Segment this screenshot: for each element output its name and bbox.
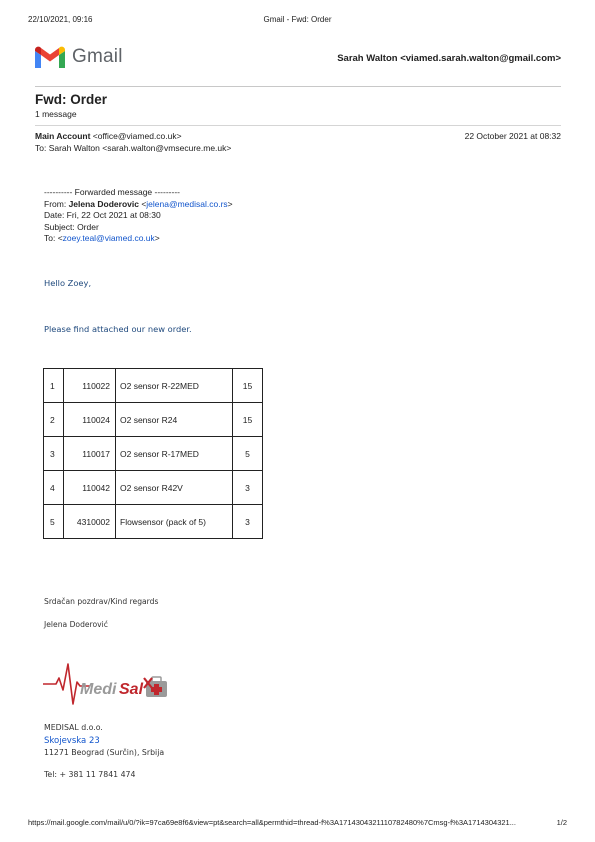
row-number: 3 [44,437,64,471]
item-description: O2 sensor R-22MED [116,369,233,403]
account-header: Sarah Walton <viamed.sarah.walton@gmail.com> [337,53,561,64]
forward-separator: ---------- Forwarded message --------- [44,187,180,197]
body-line: Please find attached our new order. [44,324,192,334]
company-street-link[interactable]: Skojevska 23 [44,735,100,746]
company-name: MEDISAL d.o.o. [44,723,103,732]
item-code: 110022 [64,369,116,403]
print-title: Gmail - Fwd: Order [263,15,332,24]
company-city: 11271 Beograd (Surčin), Srbija [44,748,165,757]
print-footer [28,818,567,830]
table-row [44,369,263,403]
table-row [44,437,263,471]
signature-name: Jelena Doderović [44,620,108,629]
medisal-logo-graphic [42,660,172,710]
print-date: 22/10/2021, 09:16 [28,15,93,24]
forward-date: Date: Fri, 22 Oct 2021 at 08:30 [44,210,161,220]
item-code: 4310002 [64,505,116,539]
forward-sender-name: Jelena Doderovic [68,198,139,209]
item-description: Flowsensor (pack of 5) [116,505,233,539]
forward-subject: Subject: Order [44,221,99,232]
gmail-m-icon [33,45,67,69]
item-quantity: 5 [233,437,263,471]
item-description: O2 sensor R42V [116,471,233,505]
order-table [43,368,263,539]
page-number: 1/2 [556,818,567,827]
svg-text:Medi: Medi [80,681,117,698]
forward-from: From: Jelena Doderovic <jelena@medisal.co.rs> [44,198,233,209]
gmail-wordmark: Gmail [72,46,123,67]
table-row [44,403,263,437]
company-phone: Tel: + 381 11 7841 474 [44,770,136,779]
sender-name: Main Account [35,131,91,141]
item-quantity: 3 [233,471,263,505]
header-divider [35,86,561,87]
table-row [44,505,263,539]
item-code: 110017 [64,437,116,471]
row-number: 4 [44,471,64,505]
item-code: 110042 [64,471,116,505]
medisal-logo [42,660,172,710]
forward-recipient-email-link[interactable]: zoey.teal@viamed.co.uk [62,233,155,243]
item-description: O2 sensor R-17MED [116,437,233,471]
item-quantity: 15 [233,403,263,437]
row-number: 1 [44,369,64,403]
subject-divider [35,125,561,126]
item-code: 110024 [64,403,116,437]
item-quantity: 3 [233,505,263,539]
forward-to: To: <zoey.teal@viamed.co.uk> [44,233,160,243]
row-number: 2 [44,403,64,437]
item-description: O2 sensor R24 [116,403,233,437]
message-from [35,131,182,141]
message-date: 22 October 2021 at 08:32 [464,131,561,141]
item-quantity: 15 [233,369,263,403]
print-header [28,15,567,27]
greeting: Hello Zoey, [44,278,92,288]
message-to: To: Sarah Walton <sarah.walton@vmsecure.me.uk> [35,143,232,153]
forwarded-header [44,187,233,245]
company-address [44,722,164,760]
thread-subject: Fwd: Order [35,92,108,107]
sender-email: <office@viamed.co.uk> [90,131,182,141]
forward-sender-email-link[interactable]: jelena@medisal.co.rs [146,198,228,209]
row-number: 5 [44,505,64,539]
signature-regards: Srdačan pozdrav/Kind regards [44,597,159,606]
print-url: https://mail.google.com/mail/u/0/?ik=97ca69e8f6&view=pt&search=all&permthid=thread-f%3A1714304321110782480%7Cmsg-f%3A1714304321... [28,818,516,827]
svg-text:Sal: Sal [119,681,144,698]
gmail-logo [33,44,133,72]
table-row [44,471,263,505]
message-count: 1 message [35,109,77,119]
